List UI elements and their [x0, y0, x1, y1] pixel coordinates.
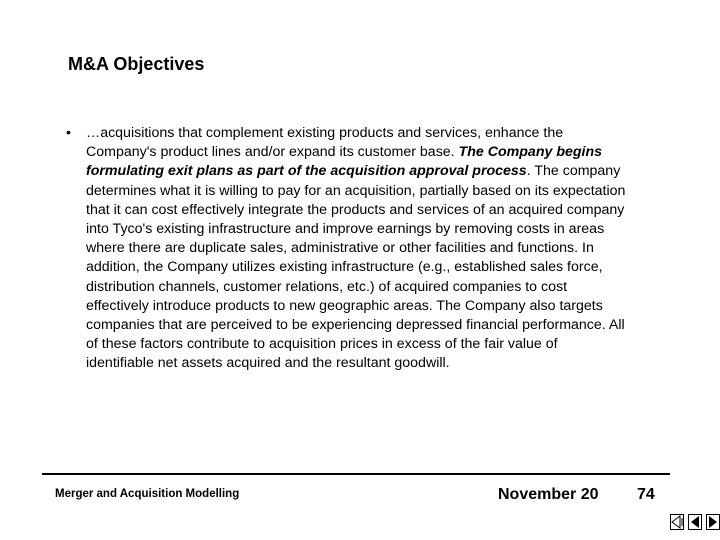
bullet-text [86, 124, 626, 374]
slide-title: M&A Objectives [68, 54, 205, 74]
bullet-text-emphasis: The Company begins formulating exit plans as part of the acquisition approval process [86, 144, 603, 180]
page-number: 74 [637, 486, 655, 503]
next-button[interactable] [706, 514, 720, 530]
bullet-item [66, 124, 626, 374]
footer-title: Merger and Acquisition Modelling [55, 488, 240, 500]
previous-icon [689, 515, 701, 529]
slide-navigation [670, 514, 720, 530]
next-icon [707, 515, 719, 529]
previous-button[interactable] [688, 514, 702, 530]
footer-date: November 20 [498, 486, 599, 503]
footer-divider [42, 473, 670, 475]
back-icon [671, 515, 683, 529]
bullet-mark: • [66, 125, 71, 141]
bullet-text-part1: …acquisitions that complement existing products and services, enhance the Company's product lines and/or expand its customer base. [86, 125, 564, 161]
back-button[interactable] [670, 514, 684, 530]
bullet-text-part2: . The company determines what it is willing to pay for an acquisition, partially based on its expectation that it can cost effectively integrate the products and services of an acquired company into Tyco's existing infrastructure and improve earnings by removing costs in areas where there are duplicate sales, administrative or other facilities and functions. In addition, the Company utilizes existing infrastructure (e.g., established sales force, distribution channels, customer relations, etc.) of acquired companies to cost effectively introduce products to new geographic areas. The Company also targets companies that are perceived to be experiencing depressed financial performance. All of these factors contribute to acquisition prices in excess of the fair value of identifiable net assets acquired and the resultant goodwill. [86, 163, 626, 372]
